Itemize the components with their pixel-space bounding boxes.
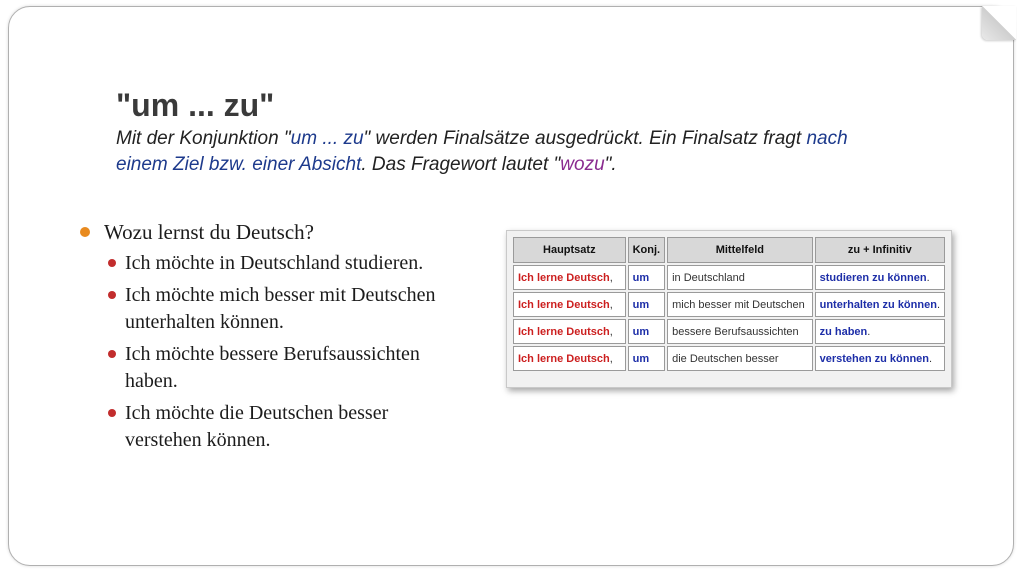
subtitle-text-1: Mit der Konjunktion " bbox=[116, 128, 291, 149]
subtitle-text-3: . Das Fragewort lautet " bbox=[361, 154, 561, 175]
cell-infinitiv: studieren zu können. bbox=[815, 265, 945, 290]
answer-item: Ich möchte mich besser mit Deutschen unterhalten können. bbox=[106, 282, 460, 336]
answer-list bbox=[80, 250, 460, 454]
cell-mittelfeld: mich besser mit Deutschen bbox=[667, 292, 813, 317]
grammar-table-image bbox=[506, 230, 952, 388]
cell-hauptsatz: Ich lerne Deutsch, bbox=[513, 346, 626, 371]
subtitle-highlight-um-zu: um ... zu bbox=[290, 128, 364, 149]
grammar-table bbox=[511, 235, 947, 373]
page-curl-corner bbox=[982, 6, 1016, 40]
cell-infinitiv: verstehen zu können. bbox=[815, 346, 945, 371]
cell-hauptsatz: Ich lerne Deutsch, bbox=[513, 319, 626, 344]
header-zu-infinitiv: zu + Infinitiv bbox=[815, 237, 945, 263]
subtitle-highlight-ziel: nach einem Ziel bzw. einer Absicht bbox=[116, 128, 848, 175]
cell-infinitiv: unterhalten zu können. bbox=[815, 292, 945, 317]
cell-konj: um bbox=[628, 292, 666, 317]
cell-konj: um bbox=[628, 265, 666, 290]
slide-title: "um ... zu" bbox=[116, 87, 275, 123]
bullet-question: Wozu lernst du Deutsch? bbox=[80, 218, 460, 246]
answer-item: Ich möchte die Deutschen besser verstehen können. bbox=[106, 400, 460, 454]
cell-infinitiv: zu haben. bbox=[815, 319, 945, 344]
answer-item: Ich möchte in Deutschland studieren. bbox=[106, 250, 460, 277]
header-mittelfeld: Mittelfeld bbox=[667, 237, 813, 263]
table-row bbox=[513, 346, 945, 371]
bullet-list bbox=[80, 218, 460, 459]
title-area bbox=[116, 86, 896, 178]
subtitle-text-2: " werden Finalsätze ausgedrückt. Ein Finalsatz fragt bbox=[363, 128, 807, 149]
header-konj: Konj. bbox=[628, 237, 666, 263]
table-row bbox=[513, 265, 945, 290]
header-hauptsatz: Hauptsatz bbox=[513, 237, 626, 263]
cell-mittelfeld: die Deutschen besser bbox=[667, 346, 813, 371]
slide-subtitle bbox=[116, 126, 896, 178]
cell-konj: um bbox=[628, 319, 666, 344]
cell-hauptsatz: Ich lerne Deutsch, bbox=[513, 265, 626, 290]
cell-hauptsatz: Ich lerne Deutsch, bbox=[513, 292, 626, 317]
table-header-row bbox=[513, 237, 945, 263]
cell-mittelfeld: bessere Berufsaussichten bbox=[667, 319, 813, 344]
cell-konj: um bbox=[628, 346, 666, 371]
table-row bbox=[513, 292, 945, 317]
subtitle-text-4: ". bbox=[604, 154, 617, 175]
cell-mittelfeld: in Deutschland bbox=[667, 265, 813, 290]
subtitle-highlight-wozu: wozu bbox=[560, 154, 605, 175]
answer-item: Ich möchte bessere Berufsaussichten haben. bbox=[106, 341, 460, 395]
table-row bbox=[513, 319, 945, 344]
